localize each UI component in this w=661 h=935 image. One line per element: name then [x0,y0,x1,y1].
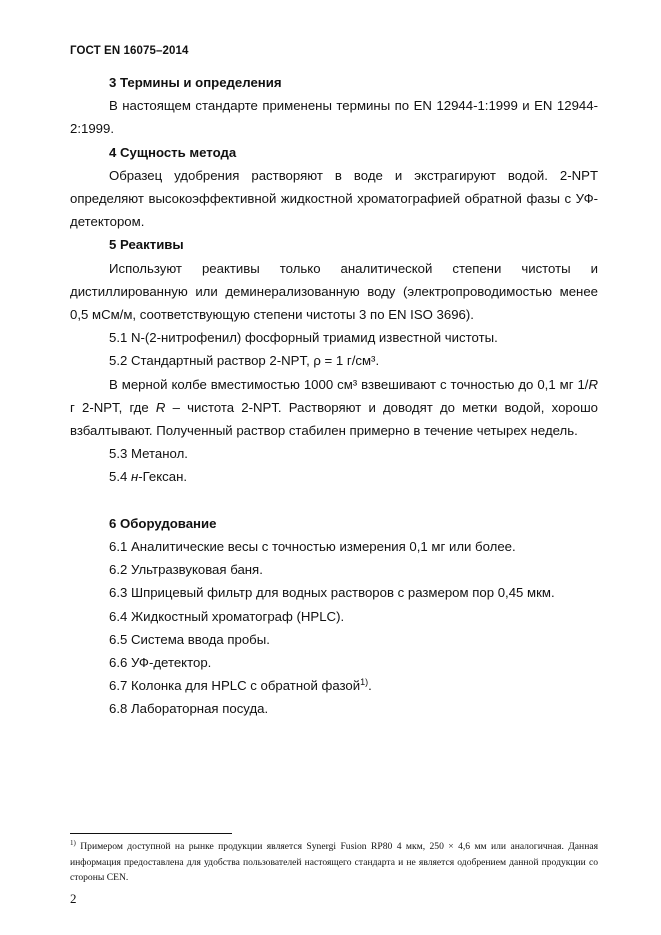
footnote-reference: 1) [360,677,369,688]
item-6-7-end: . [368,678,372,694]
item-5-2-description [70,373,598,443]
section-3-text: В настоящем стандарте применены термины по EN 12944-1:1999 и EN 12944-2:1999. [70,98,598,137]
item-5-4-number: 5.4 [109,469,131,485]
item-6-2: 6.2 Ультразвуковая баня. [109,562,263,578]
section-5-heading: 5 Реактивы [109,237,184,253]
purity-symbol: R [155,399,166,415]
item-6-6: 6.6 УФ-детектор. [109,655,212,671]
item-5-3: 5.3 Метанол. [109,446,188,462]
footnote-marker: 1) [70,839,76,847]
item-6-5: 6.5 Система ввода пробы. [109,631,270,647]
item-6-7 [70,674,598,697]
item-5-2-desc-part-c: – чистота 2-NPT. Растворяют и доводят до метки водой, хорошо взбалтывают. Полученный раствор стабилен примерно в течение четырех недель. [70,399,598,439]
footnote-separator [70,833,232,834]
item-6-1: 6.1 Аналитические весы с точностью измерения 0,1 мг или более. [109,539,516,555]
item-5-4-italic-prefix: н [131,469,139,485]
purity-symbol: R [588,376,598,392]
section-6-heading: 6 Оборудование [109,515,217,531]
section-3-heading: 3 Термины и определения [109,75,282,90]
item-5-1: 5.1 N-(2-нитрофенил) фосфорный триамид известной чистоты. [109,330,498,346]
section-4-text: Образец удобрения растворяют в воде и экстрагируют водой. 2-NPT определяют высокоэффективной жидкостной хроматографией обратной фазы с УФ-детектором. [70,167,598,230]
item-5-2-desc-part-b: г 2-NPT, где [70,399,156,415]
page-number: 2 [70,891,77,906]
section-5-intro: Используют реактивы только аналитической степени чистоты и дистиллированную или деминерализованную воду (электропроводимостью менее 0,5 мСм/м, соответствующую степени чистоты 3 по EN ISO 3696). [70,260,598,323]
blank-line [70,489,598,512]
document-code-header: ГОСТ EN 16075–2014 [70,45,189,57]
item-6-4: 6.4 Жидкостный хроматограф (HPLC). [109,608,345,624]
item-5-4 [70,465,598,488]
item-5-2-desc-part-a: В мерной колбе вместимостью 1000 см³ взвешивают с точностью до 0,1 мг 1/ [109,376,589,392]
item-6-8: 6.8 Лабораторная посуда. [109,701,269,717]
item-5-2: 5.2 Стандартный раствор 2-NPT, ρ = 1 г/см³. [109,353,380,369]
footnote [70,839,598,886]
item-6-3: 6.3 Шприцевый фильтр для водных растворов с размером пор 0,45 мкм. [109,585,555,601]
item-5-4-rest: -Гексан. [138,469,188,485]
item-6-7-text: 6.7 Колонка для HPLC с обратной фазой [109,678,361,694]
footnote-text: Примером доступной на рынке продукции является Synergi Fusion RP80 4 мкм, 250 × 4,6 мм или аналогичная. Данная информация предоставлена для удобства пользователей настоящего стандарта и не является одобрением данной продукции со стороны CEN. [70,841,598,883]
section-4-heading: 4 Сущность метода [109,144,237,160]
document-body [70,71,598,721]
